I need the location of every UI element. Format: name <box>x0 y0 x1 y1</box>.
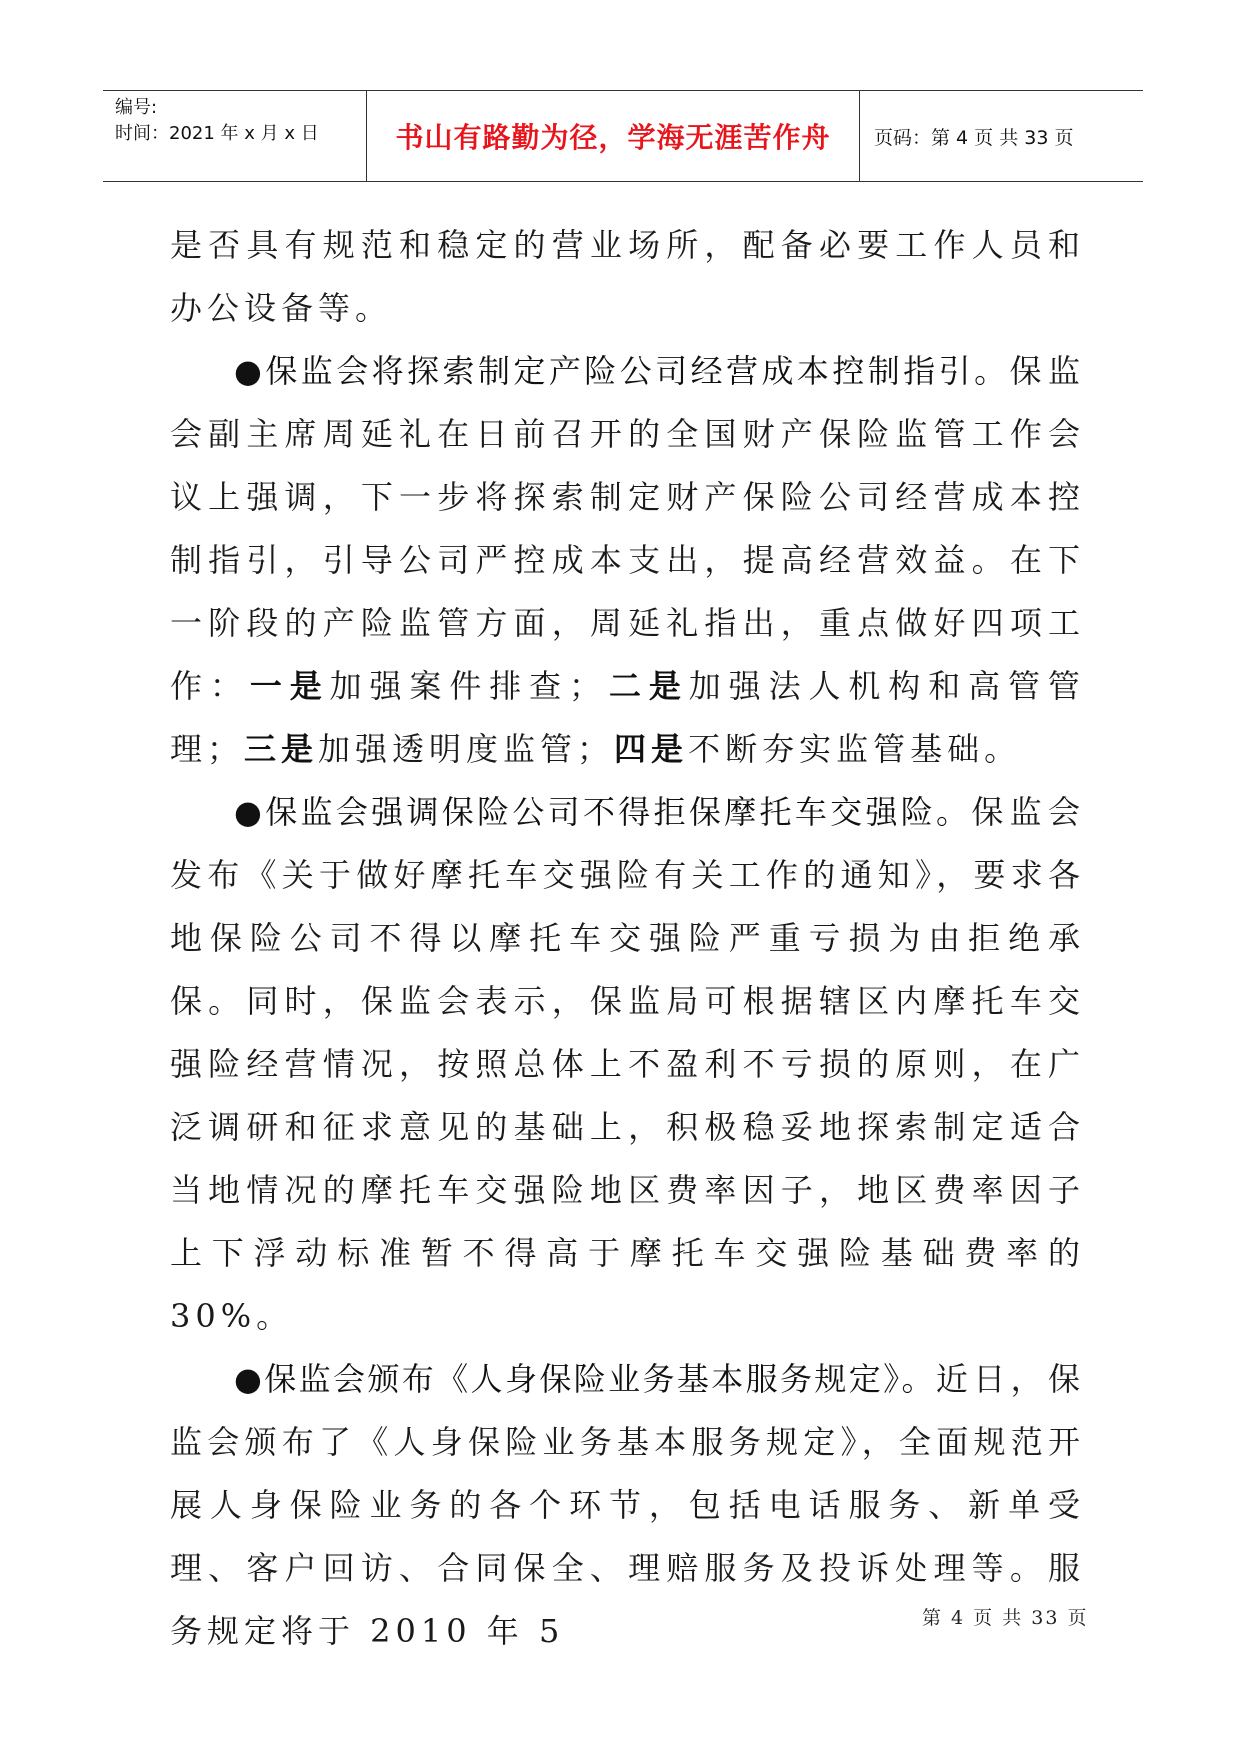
paragraph-text: 加强透明度监管； <box>318 730 615 768</box>
paragraph-continued: 是否具有规范和稳定的营业场所，配备必要工作人员和办公设备等。 <box>170 226 1085 327</box>
page-header <box>103 90 1143 182</box>
document-number-label: 编号: <box>115 97 158 118</box>
paragraph-headline: ●保监会强调保险公司不得拒保摩托车交强险。 <box>234 793 972 831</box>
paragraph-text: 保监会发布《关于做好摩托车交强险有关工作的通知》，要求各地保险公司不得以摩托车交强险严重亏损为由拒绝承保。同时，保监会表示，保监局可根据辖区内摩托车交强险经营情况，按照总体上不盈利不亏损的原则，在广泛调研和征求意见的基础上，积极稳妥地探索制定适合当地情况的摩托车交强险地区费率因子，地区费率因子上下浮动标准暂不得高于摩托车交强险基础费率的 30%。 <box>170 793 1085 1335</box>
document-time-label: 时间：2021 年 x 月 x 日 <box>115 123 319 144</box>
paragraph-headline: ●保监会将探索制定产险公司经营成本控制指引。 <box>234 352 1010 390</box>
document-body <box>170 214 1085 1663</box>
emphasis-third: 三是 <box>244 730 319 768</box>
header-page-code: 页码：第 4 页 共 33 页 <box>874 126 1074 149</box>
paragraph-text: 保监会副主席周延礼在日前召开的全国财产保险监管工作会议上强调，下一步将探索制定财产保险公司经营成本控制指引，引导公司严控成本支出，提高经营效益。在下一阶段的产险监管方面，周延礼指出，重点做好四项工作： <box>170 352 1085 705</box>
paragraph-motorcycle-insurance <box>170 781 1085 1348</box>
header-motto: 书山有路勤为径，学海无涯苦作舟 <box>367 91 860 181</box>
emphasis-fourth: 四是 <box>614 730 689 768</box>
paragraph-text: 近日，保监会颁布了《人身保险业务基本服务规定》，全面规范开展人身保险业务的各个环节，包括电话服务、新单受理、客户回访、合同保全、理赔服务及投诉处理等。服务规定将于 2010 年 5 <box>170 1360 1085 1650</box>
header-meta <box>103 91 367 181</box>
emphasis-second: 二是 <box>606 667 689 705</box>
paragraph-text: 加强案件排查； <box>329 667 607 705</box>
page-footer: 第 4 页 共 33 页 <box>922 1607 1089 1629</box>
paragraph-text: 加强法人机构和高管管理； <box>170 667 1085 768</box>
paragraph-text: 不断夯实监管基础。 <box>688 730 1022 768</box>
paragraph-cost-control <box>170 340 1085 781</box>
emphasis-first: 一是 <box>249 667 330 705</box>
paragraph-headline: ●保监会颁布《人身保险业务基本服务规定》。 <box>234 1360 936 1398</box>
